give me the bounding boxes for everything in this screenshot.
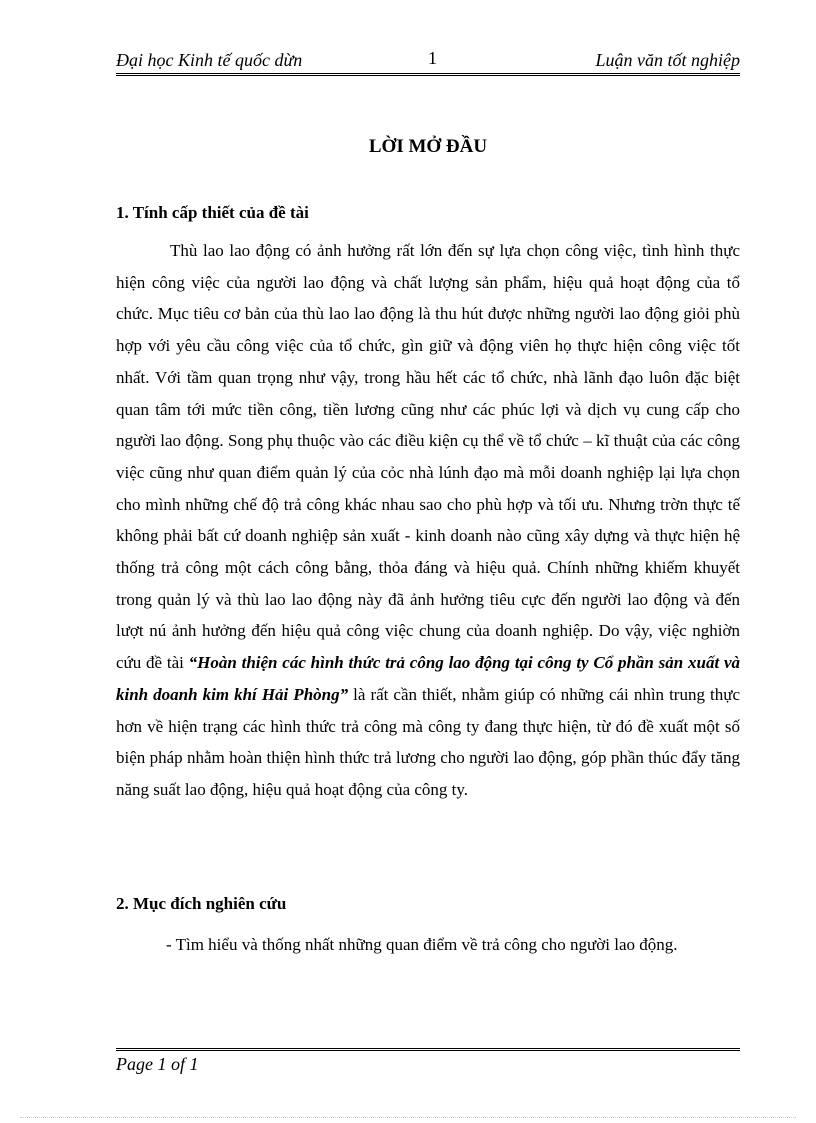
section-1-heading: 1. Tính cấp thiết của đề tài [116, 203, 309, 222]
thesis-title-emphasis: “Hoàn thiện các hình thức trả công lao động tại công ty Cổ phần sản xuất và kinh doanh kim khí Hải Phòng” [116, 653, 741, 704]
header-divider [116, 73, 740, 76]
section-1-text-before: Thù lao lao động có ảnh hưởng rất lớn đến sự lựa chọn công việc, tình hình thực hiện công việc của người lao động và chất lượng sản phẩm, hiệu quả hoạt động của tổ chức. Mục tiêu cơ bản của thù lao lao động là thu hút được những người lao động giỏi phù hợp với yêu cầu công việc của tổ chức, gìn giữ và động viên họ thực hiện công việc tốt nhất. Với tầm quan trọng như vậy, trong hầu hết các tổ chức, nhà lãnh đạo luôn đặc biệt quan tâm tới mức tiền công, tiền lương cũng như các phúc lợi và dịch vụ cung cấp cho người lao động. Song phụ thuộc vào các điều kiện cụ thể về tổ chức – kĩ thuật của các công việc cũng như quan điểm quản lý của cỏc nhà lúnh đạo mà mỗi doanh nghiệp lại lựa chọn cho mình những chế độ trả công khác nhau sao cho phù hợp và tối ưu. Nhưng trờn thực tế không phải bất cứ doanh nghiệp sản xuất - kinh doanh nào cũng xây dựng và thực hiện hệ thống trả công một cách công bằng, thỏa đáng và hiệu quả. Chính những khiếm khuyết trong quản lý và thù lao lao động này đã ảnh hưởng tiêu cực đến người lao động và đến lượt nú ảnh hưởng đến hiệu quả công việc chung của doanh nghiệp. Do vậy, việc nghiờn cứu đề tài [116, 241, 740, 673]
header-page-number: 1 [428, 48, 437, 68]
section-1-paragraph [116, 235, 740, 806]
header-document-type: Luận văn tốt nghiệp [595, 50, 740, 70]
page-footer: Page 1 of 1 [116, 1054, 199, 1074]
page-header [116, 46, 740, 74]
page-title: LỜI MỞ ĐẦU [368, 136, 488, 157]
header-institution: Đại học Kinh tế quốc dừn [116, 50, 303, 70]
section-1-text-after: là rất cần thiết, nhằm giúp có những cái nhìn trung thực hơn về hiện trạng các hình thức trả công mà công ty đang thực hiện, từ đó đề xuất một số biện pháp nhằm hoàn thiện hình thức trả lương cho người lao động, góp phần thúc đẩy tăng năng suất lao động, hiệu quả hoạt động của công ty. [116, 684, 740, 799]
footer-divider [116, 1048, 740, 1051]
section-2-paragraph: - Tìm hiểu và thống nhất những quan điểm về trả công cho người lao động. [166, 935, 678, 954]
page-edge-marker [20, 1117, 796, 1118]
section-2-heading: 2. Mục đích nghiên cứu [116, 894, 287, 913]
